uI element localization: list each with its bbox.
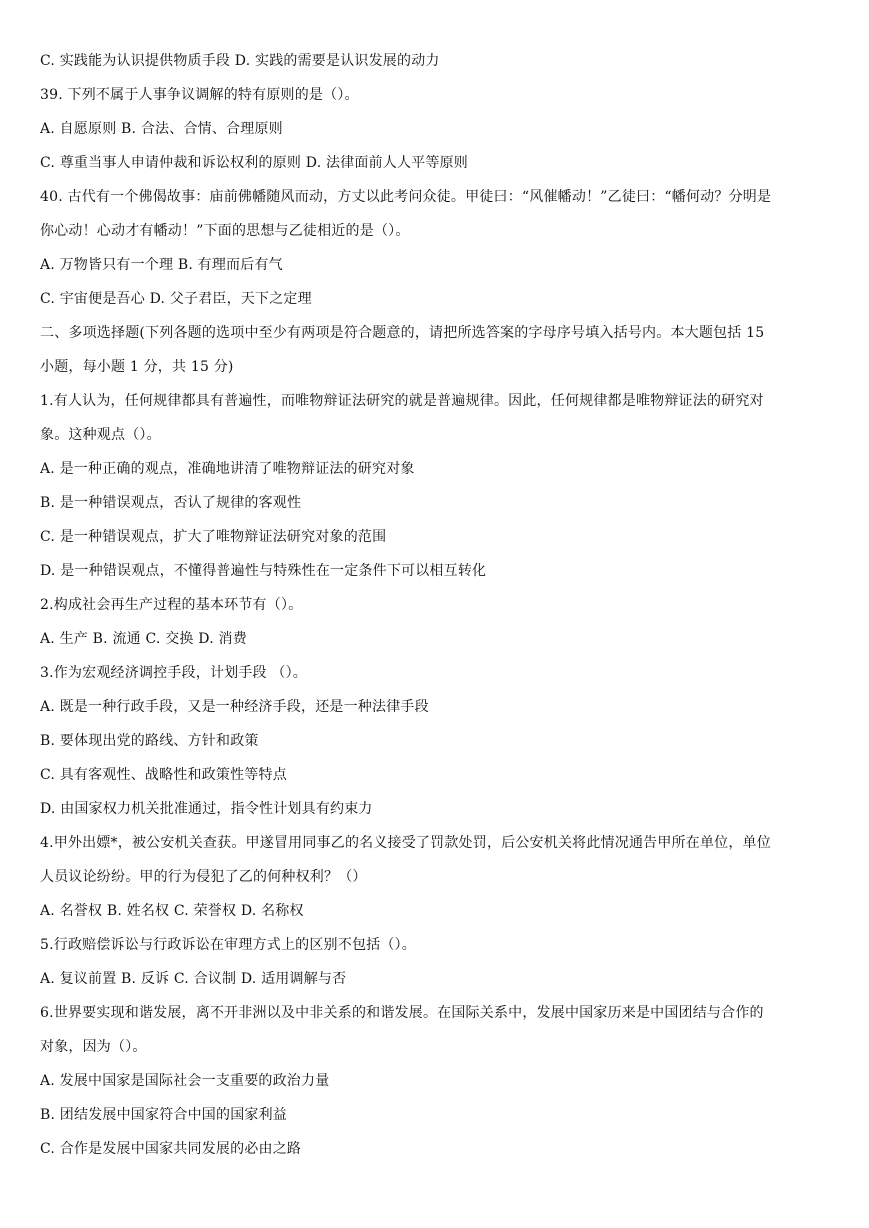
question-40-line-1: 40. 古代有一个佛偈故事：庙前佛幡随风而动，方丈以此考问众徒。甲徒曰：“风催幡动！”乙徒曰：“幡何动？分明是	[40, 189, 772, 205]
option-line-39-cd: C. 尊重当事人申请仲裁和诉讼权利的原则 D. 法律面前人人平等原则	[40, 155, 468, 171]
mc-question-1-line-2: 象。这种观点（）。	[40, 427, 161, 443]
mc-1-option-d: D. 是一种错误观点，不懂得普遍性与特殊性在一定条件下可以相互转化	[40, 563, 487, 579]
mc-5-options: A. 复议前置 B. 反诉 C. 合议制 D. 适用调解与否	[40, 971, 347, 987]
section-heading-line-1: 二、多项选择题(下列各题的选项中至少有两项是符合题意的，请把所选答案的字母序号填入括号内。本大题包括 15	[40, 325, 765, 341]
section-heading-line-2: 小题，每小题 1 分，共 15 分)	[40, 359, 234, 375]
mc-1-option-c: C. 是一种错误观点，扩大了唯物辩证法研究对象的范围	[40, 529, 387, 545]
mc-question-1-line-1: 1.有人认为，任何规律都具有普遍性，而唯物辩证法研究的就是普遍规律。因此，任何规律都是唯物辩证法的研究对	[40, 393, 764, 409]
mc-3-option-d: D. 由国家权力机关批准通过，指令性计划具有约束力	[40, 801, 373, 817]
mc-6-option-b: B. 团结发展中国家符合中国的国家利益	[40, 1107, 287, 1123]
mc-3-option-a: A. 既是一种行政手段，又是一种经济手段，还是一种法律手段	[40, 699, 429, 715]
mc-2-options: A. 生产 B. 流通 C. 交换 D. 消费	[40, 631, 247, 647]
mc-1-option-b: B. 是一种错误观点，否认了规律的客观性	[40, 495, 302, 511]
question-40-line-2: 你心动！心动才有幡动！”下面的思想与乙徒相近的是（）。	[40, 223, 410, 239]
question-39: 39. 下列不属于人事争议调解的特有原则的是（）。	[40, 87, 359, 103]
mc-question-3: 3.作为宏观经济调控手段，计划手段 （）。	[40, 665, 308, 681]
mc-question-6-line-2: 对象，因为（）。	[40, 1039, 147, 1055]
mc-4-options: A. 名誉权 B. 姓名权 C. 荣誉权 D. 名称权	[40, 903, 304, 919]
mc-1-option-a: A. 是一种正确的观点，准确地讲清了唯物辩证法的研究对象	[40, 461, 415, 477]
mc-question-6-line-1: 6.世界要实现和谐发展，离不开非洲以及中非关系的和谐发展。在国际关系中，发展中国家历来是中国团结与合作的	[40, 1005, 764, 1021]
mc-3-option-b: B. 要体现出党的路线、方针和政策	[40, 733, 259, 749]
option-line-40-ab: A. 万物皆只有一个理 B. 有理而后有气	[40, 257, 283, 273]
mc-question-2: 2.构成社会再生产过程的基本环节有（）。	[40, 597, 303, 613]
mc-question-5: 5.行政赔偿诉讼与行政诉讼在审理方式上的区别不包括（）。	[40, 937, 416, 953]
mc-6-option-a: A. 发展中国家是国际社会一支重要的政治力量	[40, 1073, 330, 1089]
option-line-39-ab: A. 自愿原则 B. 合法、合情、合理原则	[40, 121, 283, 137]
mc-3-option-c: C. 具有客观性、战略性和政策性等特点	[40, 767, 287, 783]
option-line-38-cd: C. 实践能为认识提供物质手段 D. 实践的需要是认识发展的动力	[40, 53, 440, 69]
mc-6-option-c: C. 合作是发展中国家共同发展的必由之路	[40, 1141, 302, 1157]
option-line-40-cd: C. 宇宙便是吾心 D. 父子君臣，天下之定理	[40, 291, 312, 307]
mc-question-4-line-2: 人员议论纷纷。甲的行为侵犯了乙的何种权利？（）	[40, 869, 367, 885]
mc-question-4-line-1: 4.甲外出嫖*，被公安机关查获。甲遂冒用同事乙的名义接受了罚款处罚，后公安机关将此情况通告甲所在单位，单位	[40, 835, 771, 851]
document-page	[40, 44, 835, 1166]
